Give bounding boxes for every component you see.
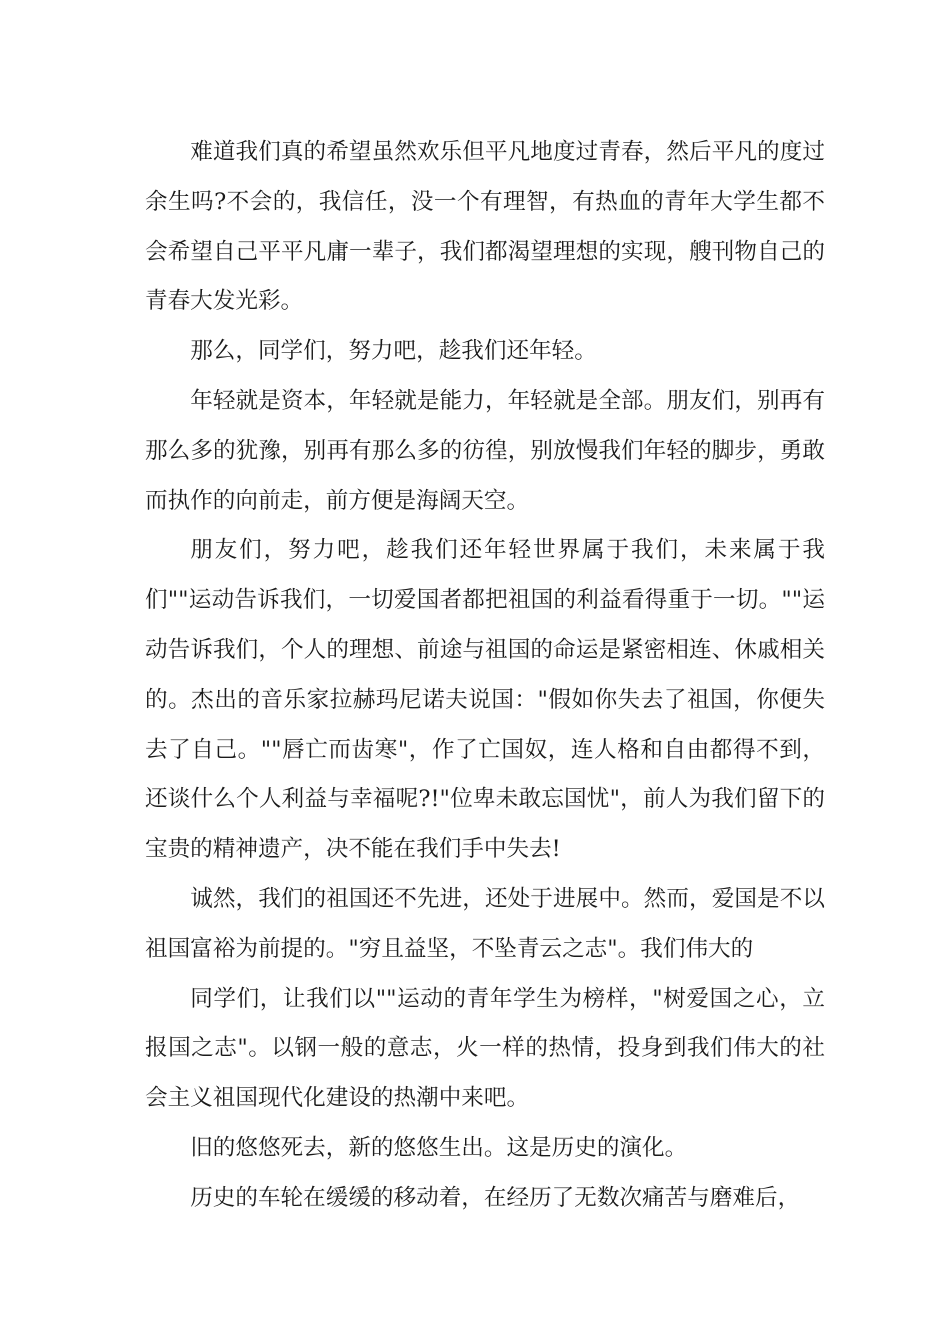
- paragraph-7: 旧的悠悠死去，新的悠悠生出。这是历史的演化。: [190, 1134, 688, 1161]
- paragraph-8: 历史的车轮在缓缓的移动着，在经历了无数次痛苦与磨难后，: [190, 1184, 801, 1211]
- document-body: [145, 128, 825, 1224]
- paragraph-6: 同学们，让我们以""运动的青年学生为榜样，"树爱国之心，立报国之志"。以钢一般的意志，火一样的热情，投身到我们伟大的社会主义祖国现代化建设的热潮中来吧。: [145, 985, 825, 1112]
- paragraph-2: 那么，同学们，努力吧，趁我们还年轻。: [190, 338, 597, 365]
- paragraph-1: 难道我们真的希望虽然欢乐但平凡地度过青春，然后平凡的度过余生吗?不会的，我信任，没一个有理智，有热血的青年大学生都不会希望自己平平凡庸一辈子，我们都渴望理想的实现，艘刊物自己的青春大发光彩。: [145, 139, 825, 315]
- paragraph-5: 诚然，我们的祖国还不先进，还处于进展中。然而，爱国是不以祖国富裕为前提的。"穷且益坚，不坠青云之志"。我们伟大的: [145, 885, 825, 962]
- paragraph-4: 朋友们，努力吧，趁我们还年轻世界属于我们，未来属于我们""运动告诉我们，一切爱国者都把祖国的利益看得重于一切。""运动告诉我们，个人的理想、前途与祖国的命运是紧密相连、休戚相关的。杰出的音乐家拉赫玛尼诺夫说国："假如你失去了祖国，你便失去了自己。""唇亡而齿寒"，作了亡国奴，连人格和自由都得不到，还谈什么个人利益与幸福呢?!"位卑未敢忘国忧"，前人为我们留下的宝贵的精神遗产，决不能在我们手中失去!: [145, 537, 825, 863]
- paragraph-3: 年轻就是资本，年轻就是能力，年轻就是全部。朋友们，别再有那么多的犹豫，别再有那么多的彷徨，别放慢我们年轻的脚步，勇敢而执作的向前走，前方便是海阔天空。: [145, 387, 825, 514]
